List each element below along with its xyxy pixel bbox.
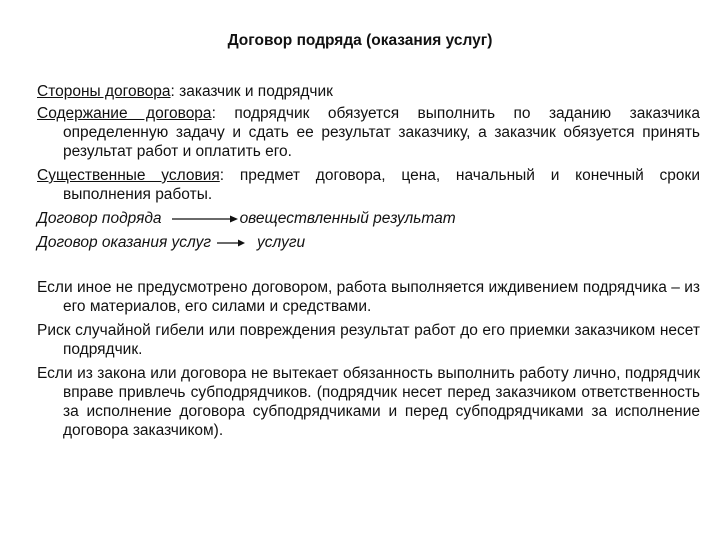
arrow-right-icon — [217, 238, 245, 248]
contract-work-label: Договор подряда — [37, 210, 162, 227]
parties-label: Стороны договора — [37, 83, 171, 100]
paragraph-subcontractors: Если из закона или договора не вытекает обязанность выполнить работу лично, подрядчик вправе привлечь субподрядчиков. (подрядчик несет перед заказчиком ответственность за исполнение договора субподрядчиками и перед субподрядчиками за исполнение договора заказчиком). — [37, 365, 700, 439]
parties-text: : заказчик и подрядчик — [170, 83, 333, 100]
paragraph-materials: Если иное не предусмотрено договором, работа выполняется иждивением подрядчика – из его материалов, его силами и средствами. — [37, 279, 700, 315]
content-label: Содержание договора — [37, 105, 212, 122]
essential-label: Существенные условия — [37, 167, 220, 184]
essential-text: : предмет договора, цена, начальный и конечный сроки выполнения работы. — [63, 167, 700, 203]
contract-services-result: услуги — [257, 234, 306, 251]
essential-line — [37, 166, 700, 204]
contract-work-result: овеществленный результат — [239, 210, 456, 227]
content-text: : подрядчик обязуется выполнить по заданию заказчика определенную задачу и сдать ее результат заказчику, а заказчик обязуется принять результат работ и оплатить его. — [63, 105, 700, 160]
content-line — [37, 104, 700, 161]
contract-services-line — [37, 233, 700, 252]
contract-services-label: Договор оказания услуг — [37, 234, 211, 251]
parties-line — [37, 82, 700, 101]
arrow-right-icon — [172, 214, 238, 224]
slide-title: Договор подряда (оказания услуг) — [227, 32, 493, 49]
slide-content — [37, 82, 700, 440]
paragraph-risk: Риск случайной гибели или повреждения результат работ до его приемки заказчиком несет подрядчик. — [37, 322, 700, 358]
contract-work-line — [37, 209, 700, 228]
